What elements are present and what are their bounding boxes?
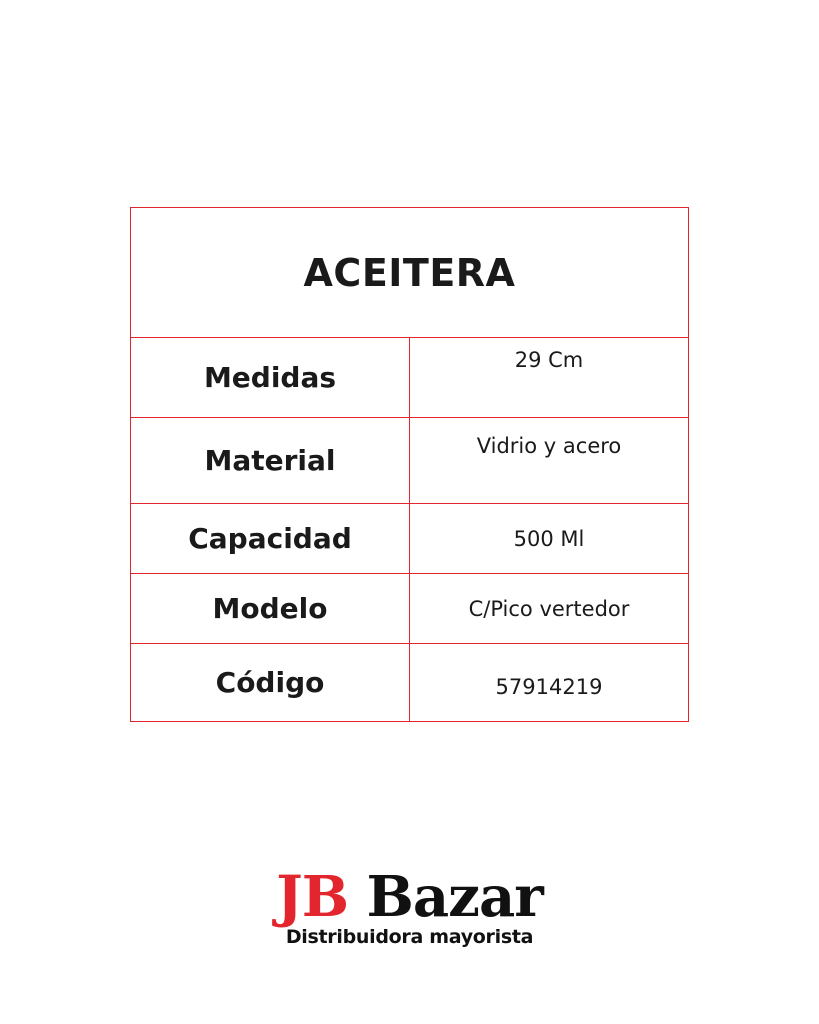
spec-row-modelo: [131, 574, 689, 644]
spec-label: Código: [131, 644, 410, 722]
brand-logo: [0, 862, 819, 948]
brand-tagline: Distribuidora mayorista: [285, 926, 534, 948]
spec-value: 29 Cm: [410, 338, 689, 418]
spec-value: 57914219: [410, 644, 689, 722]
spec-row-material: [131, 418, 689, 504]
spec-value: 500 Ml: [410, 504, 689, 574]
spec-row-codigo: [131, 644, 689, 722]
brand-jb: JB: [276, 864, 349, 930]
spec-label: Medidas: [131, 338, 410, 418]
spec-row-medidas: [131, 338, 689, 418]
spec-label: Material: [131, 418, 410, 504]
spec-row-capacidad: [131, 504, 689, 574]
spec-label: Capacidad: [131, 504, 410, 574]
spec-label: Modelo: [131, 574, 410, 644]
spec-value: C/Pico vertedor: [410, 574, 689, 644]
title-row: [131, 208, 689, 338]
brand-bazar: Bazar: [366, 864, 543, 930]
spec-value: Vidrio y acero: [410, 418, 689, 504]
spec-table: [130, 207, 689, 722]
brand-name: [0, 862, 819, 932]
product-title: ACEITERA: [131, 208, 689, 338]
